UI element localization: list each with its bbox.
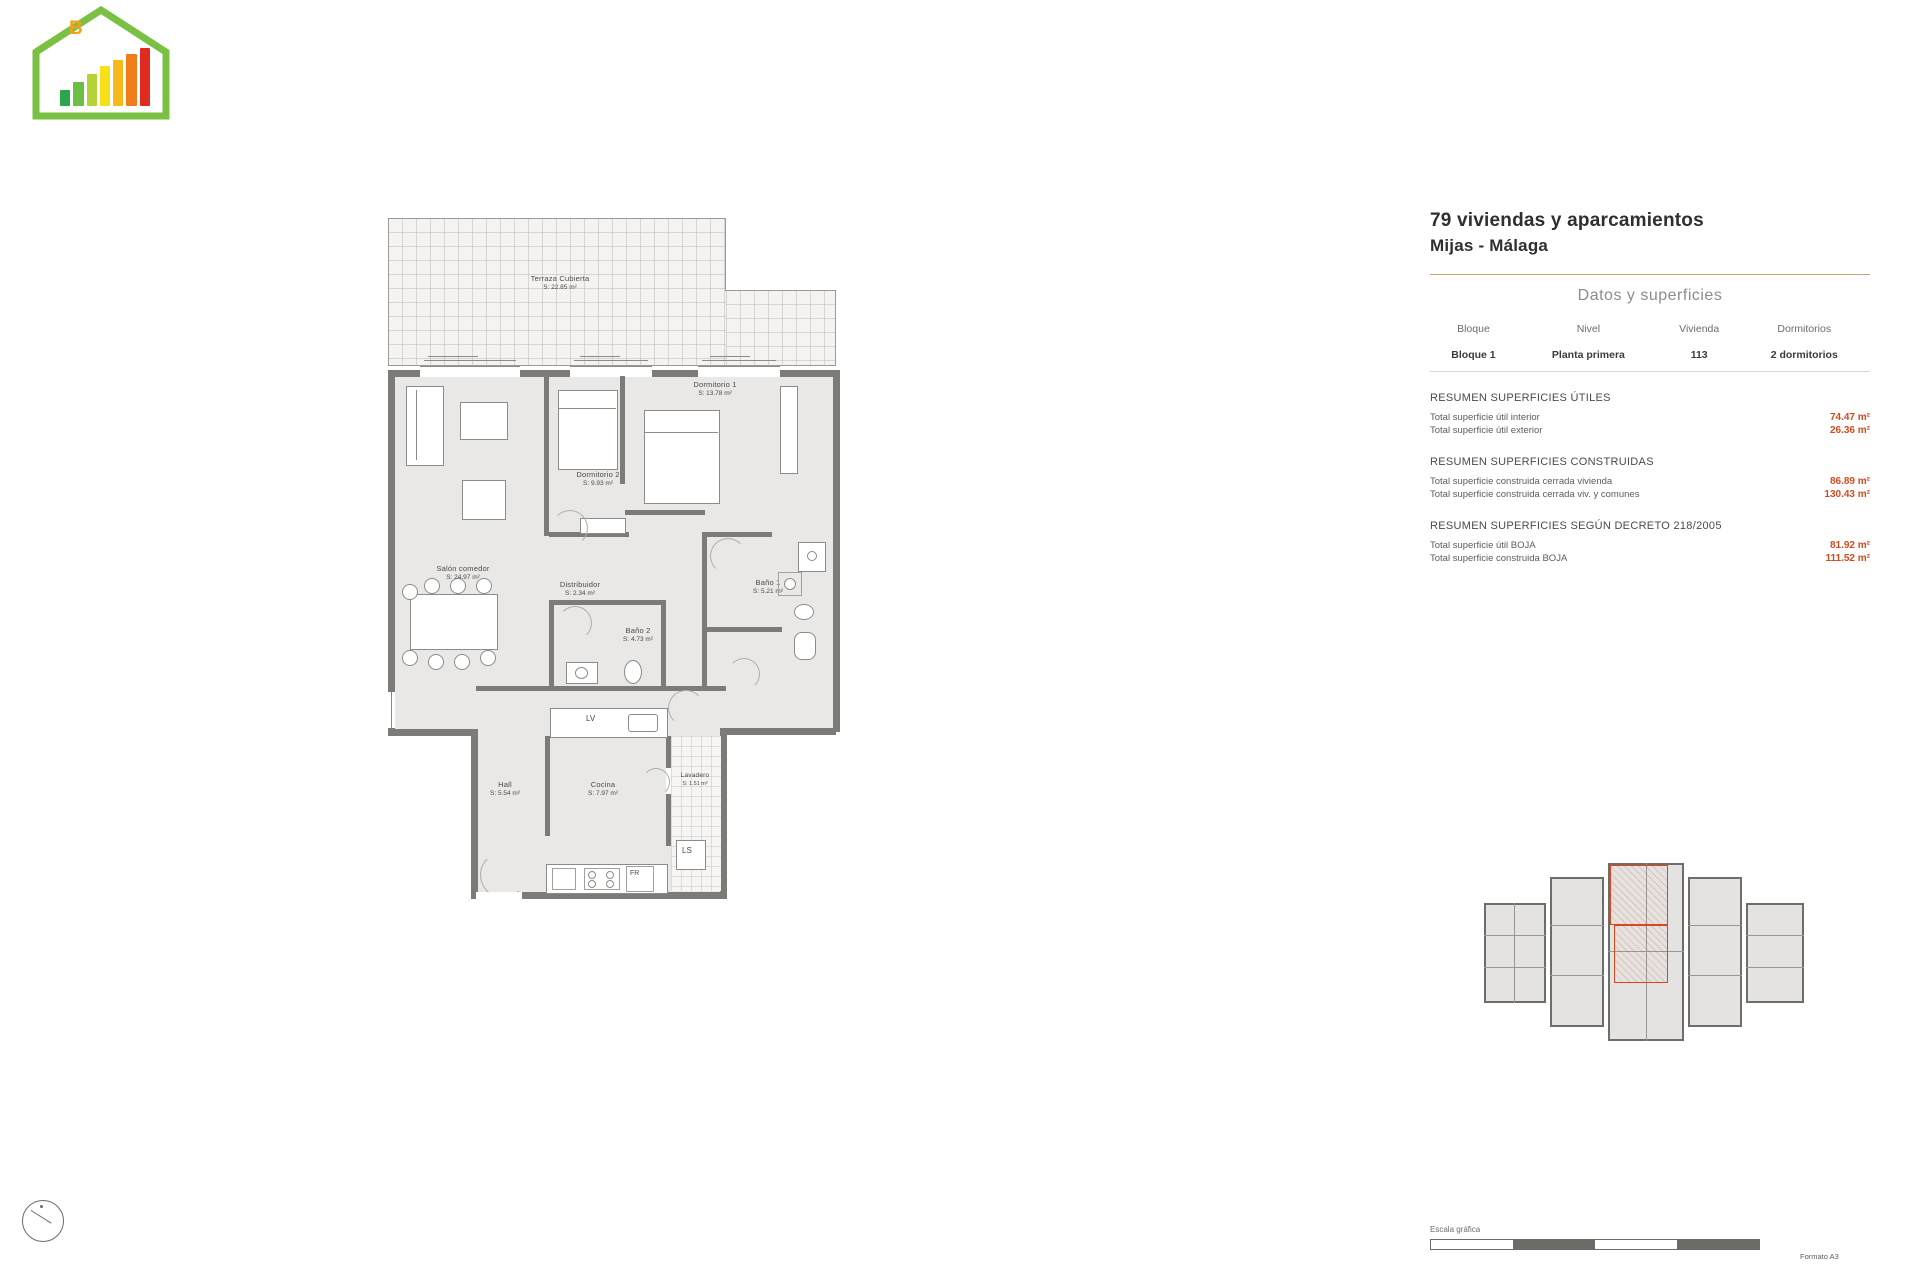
room-lavadero: Lavadero S: 1.51 m²	[680, 772, 710, 787]
chair	[402, 650, 418, 666]
kitchen-sink	[628, 714, 658, 732]
door-dorm2	[552, 510, 588, 546]
dryer	[676, 840, 706, 870]
graphic-scale	[1430, 1225, 1760, 1250]
partition-bano2-right	[661, 600, 666, 690]
company-logo	[26, 4, 176, 126]
room-bano1: Baño 1 S: 5.21 m²	[753, 578, 783, 596]
logo-letter: B	[69, 18, 83, 39]
table-header-row	[1430, 319, 1870, 345]
row-util-exterior	[1430, 425, 1870, 436]
meta-table	[1430, 319, 1870, 369]
info-panel	[1430, 210, 1870, 566]
wall-left	[388, 370, 395, 736]
toilet-bano2	[624, 660, 642, 684]
value: 130.43 m²	[1824, 489, 1870, 500]
partition-salon-dorm	[544, 376, 549, 536]
wall-left-lower	[471, 729, 478, 899]
partition-bano1-left	[702, 532, 707, 632]
toilet-bano1	[794, 632, 816, 660]
room-salon: Salón comedor S: 24.97 m²	[436, 564, 490, 582]
partition-dorm1-dorm2	[620, 376, 625, 484]
col-dormitorios: Dormitorios	[1777, 323, 1832, 335]
burner-icon	[588, 871, 596, 879]
label: Total superficie útil interior	[1430, 412, 1540, 423]
highlighted-unit-lower	[1614, 925, 1668, 983]
room-cocina: Cocina S: 7.97 m²	[588, 780, 618, 798]
chair	[428, 654, 444, 670]
row-boja-util	[1430, 540, 1870, 551]
divider-meta	[1430, 371, 1870, 372]
val-vivienda: 113	[1690, 349, 1708, 361]
wall-right	[833, 370, 840, 732]
dryer-label: LS	[682, 846, 692, 855]
room-terraza: Terraza Cubierta S: 22.85 m²	[530, 274, 590, 292]
room-distribuidor: Distribuidor S: 2.34 m²	[559, 580, 601, 598]
room-dorm2: Dormitorio 2 S: 9.93 m²	[576, 470, 620, 488]
row-constr-comunes	[1430, 489, 1870, 500]
room-dorm1: Dormitorio 1 S: 13.78 m²	[693, 380, 737, 398]
door-bano1	[710, 538, 746, 574]
chair	[454, 654, 470, 670]
washer-label: LV	[586, 714, 596, 723]
val-dormitorios: 2 dormitorios	[1770, 349, 1838, 361]
col-vivienda: Vivienda	[1679, 323, 1720, 335]
sink-bano2	[575, 667, 588, 679]
sofa	[406, 386, 444, 466]
project-location: Mijas - Málaga	[1430, 236, 1549, 255]
scale-caption: Escala gráfica	[1430, 1225, 1481, 1234]
key-plan-diagram	[1478, 855, 1808, 1050]
value: 111.52 m²	[1825, 553, 1870, 564]
partition-bano1-right	[702, 627, 782, 632]
shower-drain-icon	[807, 551, 817, 561]
armchair	[462, 480, 506, 520]
door-lavadero	[642, 768, 670, 796]
coffee-table	[460, 402, 508, 440]
fridge-label: FR	[630, 870, 640, 877]
bed-dorm1	[644, 410, 720, 504]
chair	[480, 650, 496, 666]
floor-plan	[380, 180, 1000, 940]
wardrobe-dorm1	[780, 386, 798, 474]
bed-dorm2	[558, 390, 618, 470]
value: 74.47 m²	[1829, 412, 1870, 423]
room-hall: Hall S: 5.54 m²	[490, 780, 520, 798]
room-bano2: Baño 2 S: 4.73 m²	[623, 626, 653, 644]
divider	[1430, 274, 1870, 275]
dining-table	[410, 594, 498, 650]
wall-mid-bottom	[720, 728, 836, 735]
value: 26.36 m²	[1829, 425, 1870, 436]
partition-bano2	[549, 600, 554, 690]
section-title-boja: RESUMEN SUPERFICIES SEGÚN DECRETO 218/2005	[1430, 520, 1722, 532]
val-bloque: Bloque 1	[1451, 349, 1496, 361]
project-title: 79 viviendas y aparcamientos	[1430, 210, 1704, 231]
highlighted-unit	[1610, 865, 1668, 925]
scale-bar	[1430, 1239, 1760, 1250]
section-title-utiles: RESUMEN SUPERFICIES ÚTILES	[1430, 392, 1611, 404]
door-hall	[728, 658, 760, 690]
value: 81.92 m²	[1829, 540, 1870, 551]
wall-bottom-left	[388, 729, 478, 736]
col-bloque: Bloque	[1457, 323, 1490, 335]
section-title-construidas: RESUMEN SUPERFICIES CONSTRUIDAS	[1430, 456, 1654, 468]
burner-icon	[588, 880, 596, 888]
label: Total superficie construida cerrada viv. y comunes	[1430, 489, 1640, 500]
door-corridor	[668, 690, 704, 726]
panel-section-title: Datos y superficies	[1577, 287, 1723, 304]
label: Total superficie construida cerrada vivienda	[1430, 476, 1613, 487]
shaft-pipe-icon	[784, 578, 796, 590]
energy-bars-icon	[60, 48, 150, 106]
label: Total superficie construida BOJA	[1430, 553, 1568, 564]
chair	[402, 584, 418, 600]
door-bano2	[558, 606, 592, 640]
burner-icon	[606, 880, 614, 888]
row-util-interior	[1430, 412, 1870, 423]
sheet-format: Formato A3	[1800, 1252, 1839, 1261]
col-nivel: Nivel	[1576, 323, 1601, 335]
partition-bano1-top	[702, 532, 772, 537]
table-row	[1430, 345, 1870, 369]
val-nivel: Planta primera	[1551, 349, 1625, 361]
partition-bano2-top	[549, 600, 664, 605]
partition-corridor-right	[702, 632, 707, 690]
partition-dorm1-bottom	[625, 510, 705, 515]
label: Total superficie útil BOJA	[1430, 540, 1536, 551]
sink-bano1	[794, 604, 814, 620]
burner-icon	[606, 871, 614, 879]
wall-right-lower	[720, 728, 727, 899]
terrace-paving-right	[726, 290, 836, 366]
north-arrow-icon	[22, 1200, 66, 1244]
oven	[552, 868, 576, 890]
row-constr-vivienda	[1430, 476, 1870, 487]
label: Total superficie útil exterior	[1430, 425, 1543, 436]
row-boja-construida	[1430, 553, 1870, 564]
value: 86.89 m²	[1829, 476, 1870, 487]
